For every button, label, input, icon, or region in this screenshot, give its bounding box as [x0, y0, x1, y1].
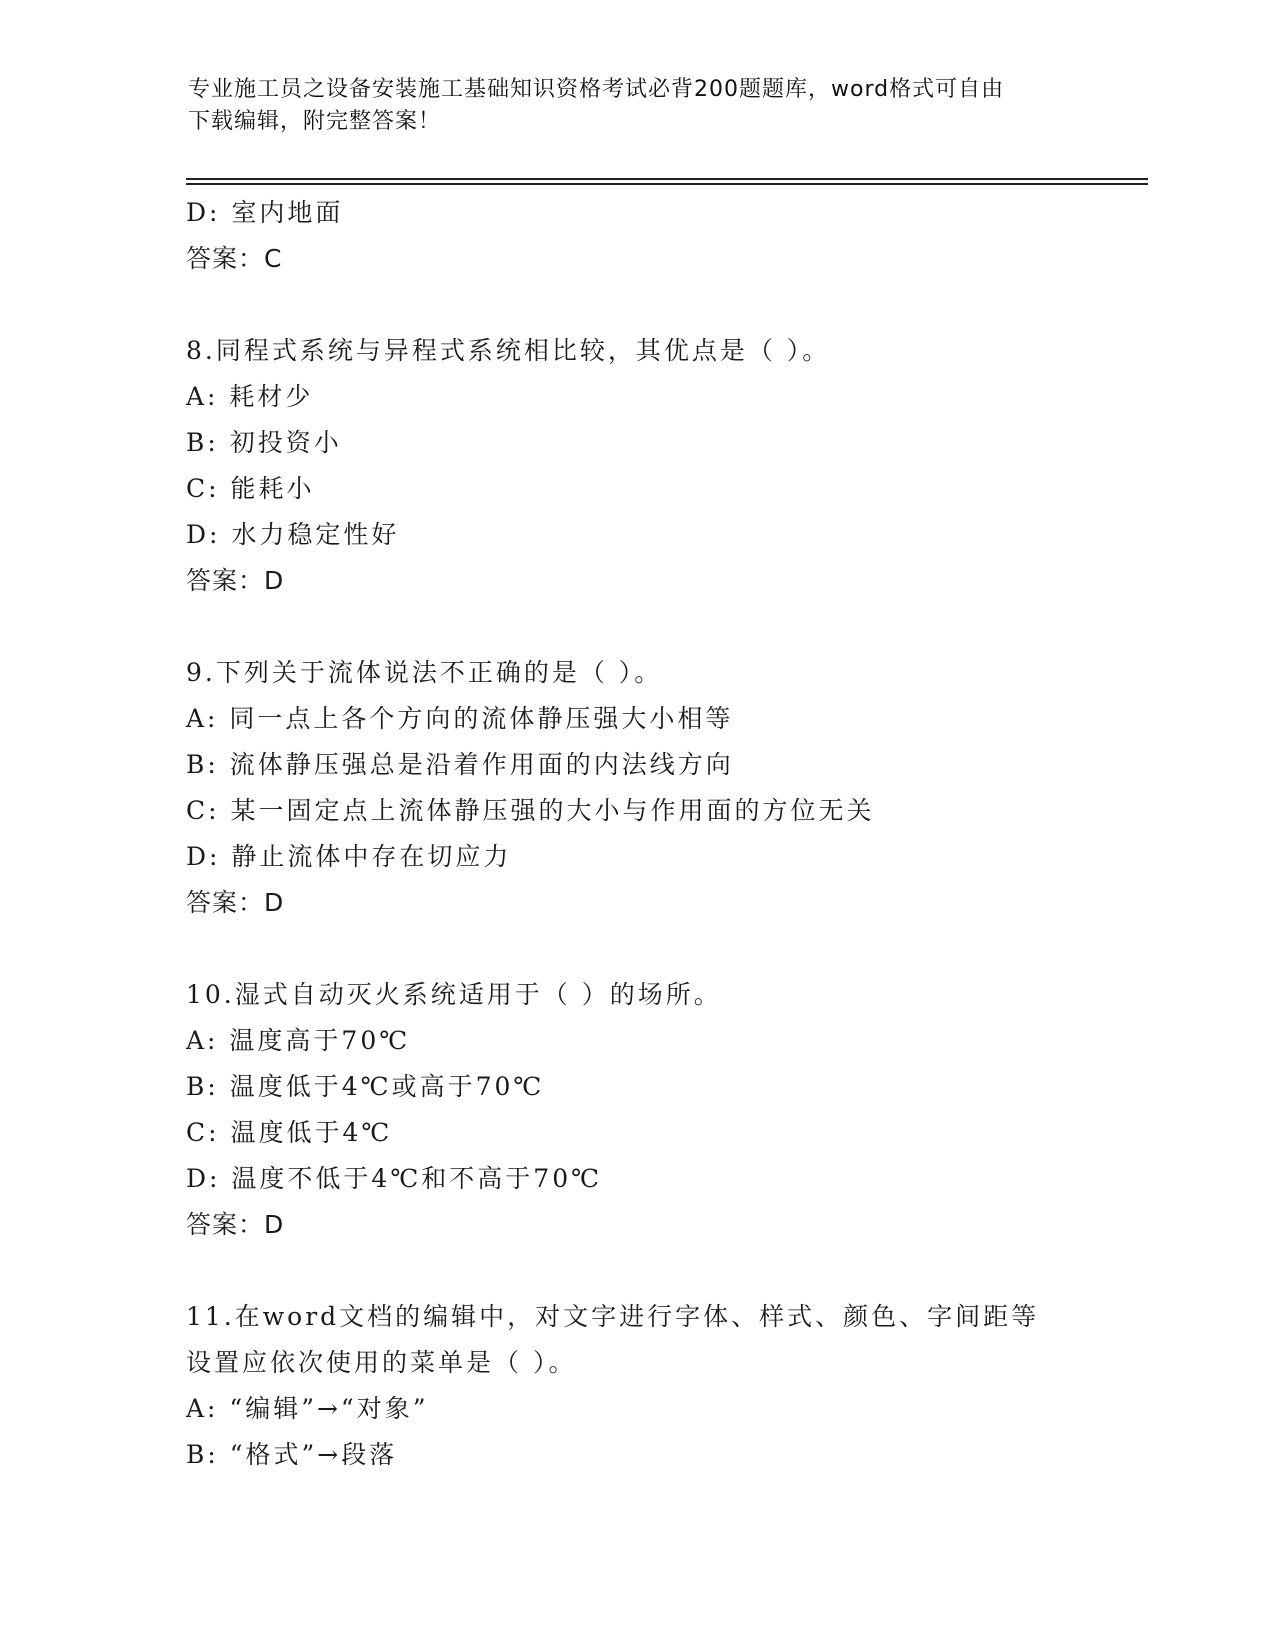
option-a: A: 耗材少	[186, 382, 314, 411]
header-rule-top	[186, 178, 1148, 180]
option-b: B: “格式”→段落	[186, 1440, 398, 1469]
option-d: D: 室内地面	[186, 198, 344, 227]
page-header	[188, 74, 1088, 138]
question-stem: 9.下列关于流体说法不正确的是（ ）。	[186, 658, 663, 687]
question-block-10	[186, 972, 1116, 1248]
option-b: B: 初投资小	[186, 428, 342, 457]
option-a: A: 同一点上各个方向的流体静压强大小相等	[186, 704, 734, 733]
question-block-7-tail	[186, 190, 1116, 282]
spacer	[186, 1248, 1116, 1294]
spacer	[186, 282, 1116, 328]
answer-line: 答案：D	[186, 1210, 285, 1239]
question-stem-line-1: 11.在word文档的编辑中，对文字进行字体、样式、颜色、字间距等	[186, 1302, 1040, 1331]
option-a: A: 温度高于70℃	[186, 1026, 411, 1055]
option-b: B: 温度低于4℃或高于70℃	[186, 1072, 545, 1101]
spacer	[186, 604, 1116, 650]
option-a: A: “编辑”→“对象”	[186, 1394, 429, 1423]
header-line-2: 下载编辑，附完整答案！	[188, 109, 442, 134]
option-c: C: 能耗小	[186, 474, 315, 503]
answer-line: 答案：D	[186, 566, 285, 595]
option-d: D: 温度不低于4℃和不高于70℃	[186, 1164, 603, 1193]
option-d: D: 水力稳定性好	[186, 520, 400, 549]
option-c: C: 温度低于4℃	[186, 1118, 393, 1147]
option-d: D: 静止流体中存在切应力	[186, 842, 512, 871]
option-c: C: 某一固定点上流体静压强的大小与作用面的方位无关	[186, 796, 875, 825]
question-block-11	[186, 1294, 1116, 1478]
spacer	[186, 926, 1116, 972]
question-stem-line-2: 设置应依次使用的菜单是（ ）。	[186, 1348, 577, 1377]
answer-line: 答案：D	[186, 888, 285, 917]
header-line-1: 专业施工员之设备安装施工基础知识资格考试必背200题题库，word格式可自由	[188, 77, 1005, 102]
question-block-8	[186, 328, 1116, 604]
answer-line: 答案：C	[186, 244, 283, 273]
question-block-9	[186, 650, 1116, 926]
question-list	[186, 190, 1116, 1478]
question-stem: 8.同程式系统与异程式系统相比较，其优点是（ ）。	[186, 336, 831, 365]
option-b: B: 流体静压强总是沿着作用面的内法线方向	[186, 750, 734, 779]
header-rule-bottom	[186, 183, 1148, 185]
question-stem: 10.湿式自动灭火系统适用于（ ）的场所。	[186, 980, 722, 1009]
